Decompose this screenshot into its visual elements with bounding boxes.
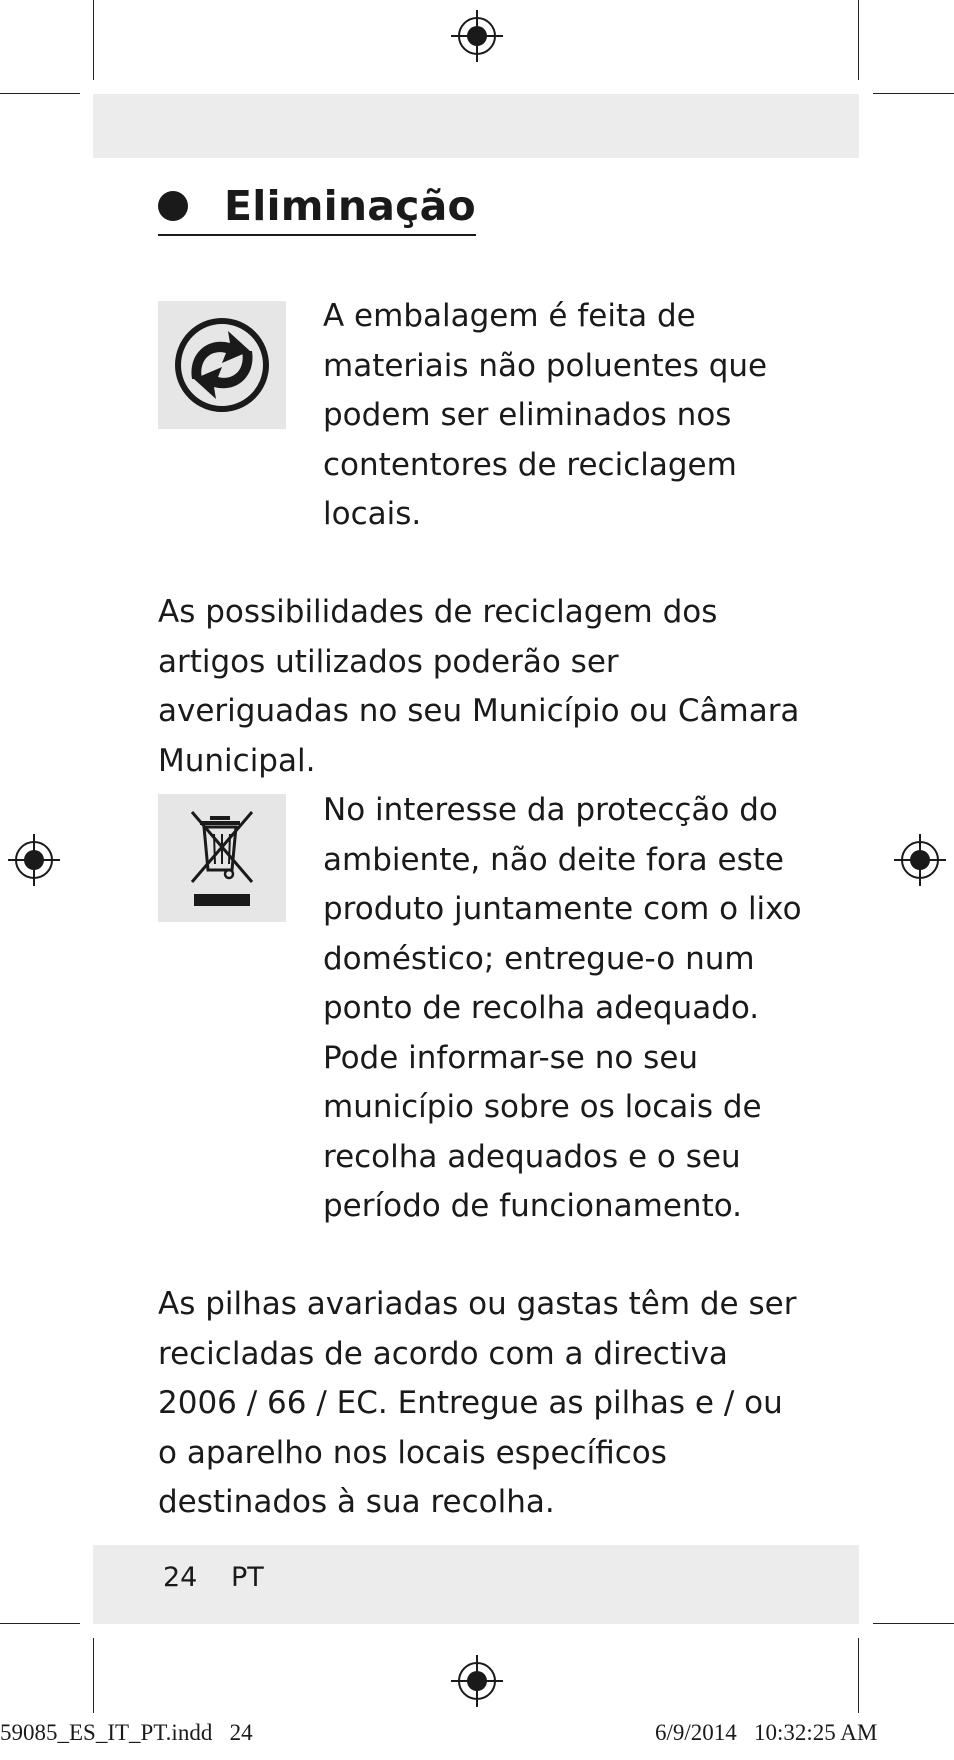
slug-timestamp: 6/9/2014 10:32:25 AM — [655, 1720, 878, 1745]
registration-mark-icon — [8, 834, 60, 886]
recycling-options-paragraph: As possibilidades de reciclagem dos artigos utilizados poderão ser averiguadas no seu Município ou Câmara Municipal. — [158, 594, 800, 779]
crop-mark-top-left-vertical — [93, 0, 94, 80]
header-band — [93, 94, 859, 158]
crop-mark-bottom-left-vertical — [93, 1638, 94, 1713]
crop-mark-bottom-right-vertical — [858, 1638, 859, 1713]
language-code: PT — [231, 1562, 264, 1593]
batteries-paragraph: As pilhas avariadas ou gastas têm de ser recicladas de acordo com a directiva 2006 / 66 / EC. Entregue as pilhas e / ou o aparelho nos locais específicos destinados à sua recolha. — [158, 1286, 797, 1520]
heading-text: Eliminação — [224, 182, 476, 230]
green-dot-recycling-icon — [158, 301, 286, 429]
registration-mark-icon — [451, 10, 503, 62]
registration-mark-icon — [451, 1655, 503, 1707]
environment-paragraph: No interesse da protecção do ambiente, não deite fora este produto juntamente com o lixo doméstico; entregue-o num ponto de recolha adequado. Pode informar-se no seu município sobre os locais de recolha adequados e o seu período de funcionamento. — [323, 792, 802, 1224]
slug-file-name: 59085_ES_IT_PT.indd 24 — [0, 1720, 253, 1745]
crop-mark-bottom-left-horizontal — [0, 1623, 80, 1624]
footer-band — [93, 1545, 859, 1624]
crop-mark-top-left-horizontal — [0, 93, 80, 94]
bullet-icon — [158, 191, 188, 221]
packaging-paragraph: A embalagem é feita de materiais não poluentes que podem ser eliminados nos contentores de reciclagem locais. — [323, 298, 768, 532]
section-heading — [158, 182, 476, 236]
page-number: 24 — [163, 1562, 198, 1593]
crop-mark-bottom-right-horizontal — [873, 1623, 954, 1624]
crossed-out-wheelie-bin-icon — [158, 794, 286, 922]
crop-mark-top-right-horizontal — [873, 93, 954, 94]
crop-mark-top-right-vertical — [858, 0, 859, 80]
registration-mark-icon — [894, 834, 946, 886]
